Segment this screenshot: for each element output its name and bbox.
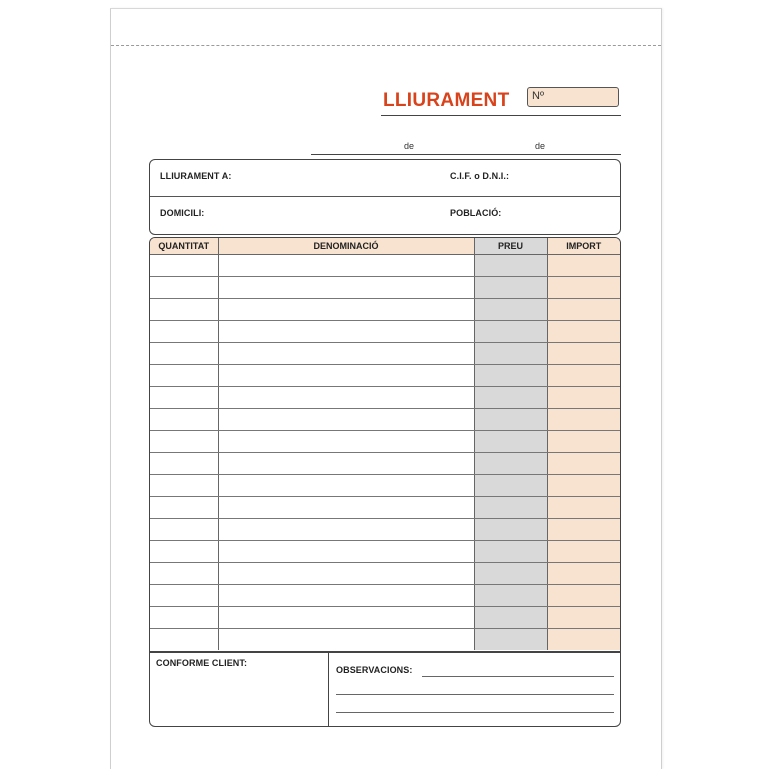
table-row — [150, 541, 620, 563]
description-cell[interactable] — [218, 519, 474, 541]
date-connector-1: de — [404, 141, 415, 151]
amount-cell[interactable] — [547, 497, 620, 519]
amount-cell[interactable] — [547, 365, 620, 387]
price-cell[interactable] — [474, 277, 547, 299]
price-cell[interactable] — [474, 343, 547, 365]
table-row — [150, 453, 620, 475]
amount-cell[interactable] — [547, 585, 620, 607]
description-cell[interactable] — [218, 277, 474, 299]
price-cell[interactable] — [474, 299, 547, 321]
description-cell[interactable] — [218, 321, 474, 343]
description-cell[interactable] — [218, 607, 474, 629]
description-cell[interactable] — [218, 299, 474, 321]
quantity-cell[interactable] — [150, 431, 218, 453]
quantity-cell[interactable] — [150, 497, 218, 519]
document-title: LLIURAMENT — [383, 90, 510, 111]
table-row — [150, 607, 620, 629]
quantity-cell[interactable] — [150, 475, 218, 497]
quantity-cell[interactable] — [150, 299, 218, 321]
amount-cell[interactable] — [547, 321, 620, 343]
quantity-cell[interactable] — [150, 409, 218, 431]
table-row — [150, 387, 620, 409]
city-label: POBLACIÓ: — [450, 208, 502, 218]
amount-cell[interactable] — [547, 343, 620, 365]
delivery-note-sheet — [110, 8, 662, 769]
delivered-to-label: LLIURAMENT A: — [160, 171, 232, 181]
amount-cell[interactable] — [547, 277, 620, 299]
quantity-cell[interactable] — [150, 255, 218, 277]
table-row — [150, 409, 620, 431]
description-cell[interactable] — [218, 629, 474, 651]
price-cell[interactable] — [474, 629, 547, 651]
title-underline — [381, 115, 621, 116]
footer-divider — [328, 653, 329, 726]
header-amount: IMPORT — [547, 238, 620, 255]
quantity-cell[interactable] — [150, 321, 218, 343]
amount-cell[interactable] — [547, 409, 620, 431]
price-cell[interactable] — [474, 563, 547, 585]
amount-cell[interactable] — [547, 607, 620, 629]
price-cell[interactable] — [474, 321, 547, 343]
description-cell[interactable] — [218, 497, 474, 519]
table-row — [150, 277, 620, 299]
client-info-box — [149, 159, 621, 235]
items-table-header — [150, 238, 620, 255]
description-cell[interactable] — [218, 255, 474, 277]
table-row — [150, 585, 620, 607]
address-label: DOMICILI: — [160, 208, 205, 218]
quantity-cell[interactable] — [150, 563, 218, 585]
amount-cell[interactable] — [547, 629, 620, 651]
quantity-cell[interactable] — [150, 365, 218, 387]
quantity-cell[interactable] — [150, 277, 218, 299]
table-row — [150, 365, 620, 387]
price-cell[interactable] — [474, 475, 547, 497]
table-row — [150, 629, 620, 651]
price-cell[interactable] — [474, 497, 547, 519]
client-box-divider — [150, 196, 620, 197]
description-cell[interactable] — [218, 387, 474, 409]
table-row — [150, 497, 620, 519]
quantity-cell[interactable] — [150, 453, 218, 475]
price-cell[interactable] — [474, 431, 547, 453]
amount-cell[interactable] — [547, 563, 620, 585]
quantity-cell[interactable] — [150, 541, 218, 563]
client-conform-label: CONFORME CLIENT: — [156, 658, 248, 668]
description-cell[interactable] — [218, 453, 474, 475]
quantity-cell[interactable] — [150, 585, 218, 607]
price-cell[interactable] — [474, 387, 547, 409]
table-row — [150, 343, 620, 365]
price-cell[interactable] — [474, 585, 547, 607]
table-row — [150, 563, 620, 585]
table-row — [150, 299, 620, 321]
table-row — [150, 255, 620, 277]
price-cell[interactable] — [474, 519, 547, 541]
observations-line-3[interactable] — [336, 712, 614, 713]
observations-line-2[interactable] — [336, 694, 614, 695]
tax-id-label: C.I.F. o D.N.I.: — [450, 171, 510, 181]
footer-box — [149, 652, 621, 727]
quantity-cell[interactable] — [150, 519, 218, 541]
quantity-cell[interactable] — [150, 343, 218, 365]
amount-cell[interactable] — [547, 541, 620, 563]
description-cell[interactable] — [218, 431, 474, 453]
price-cell[interactable] — [474, 607, 547, 629]
header-quantity: QUANTITAT — [150, 238, 218, 255]
amount-cell[interactable] — [547, 387, 620, 409]
header-price: PREU — [474, 238, 547, 255]
header-description: DENOMINACIÓ — [218, 238, 474, 255]
observations-label: OBSERVACIONS: — [336, 665, 413, 675]
table-row — [150, 431, 620, 453]
description-cell[interactable] — [218, 475, 474, 497]
number-label: Nº — [532, 90, 544, 102]
date-field-line[interactable] — [311, 154, 621, 155]
table-row — [150, 475, 620, 497]
perforation-line — [111, 45, 661, 46]
observations-line-1[interactable] — [422, 676, 614, 677]
date-connector-2: de — [535, 141, 546, 151]
table-row — [150, 321, 620, 343]
amount-cell[interactable] — [547, 299, 620, 321]
description-cell[interactable] — [218, 585, 474, 607]
description-cell[interactable] — [218, 365, 474, 387]
description-cell[interactable] — [218, 343, 474, 365]
amount-cell[interactable] — [547, 475, 620, 497]
amount-cell[interactable] — [547, 453, 620, 475]
quantity-cell[interactable] — [150, 387, 218, 409]
amount-cell[interactable] — [547, 431, 620, 453]
price-cell[interactable] — [474, 409, 547, 431]
number-field[interactable] — [527, 87, 619, 107]
amount-cell[interactable] — [547, 519, 620, 541]
price-cell[interactable] — [474, 255, 547, 277]
price-cell[interactable] — [474, 453, 547, 475]
description-cell[interactable] — [218, 409, 474, 431]
quantity-cell[interactable] — [150, 629, 218, 651]
table-row — [150, 519, 620, 541]
description-cell[interactable] — [218, 563, 474, 585]
quantity-cell[interactable] — [150, 607, 218, 629]
description-cell[interactable] — [218, 541, 474, 563]
items-table — [149, 237, 621, 652]
price-cell[interactable] — [474, 541, 547, 563]
price-cell[interactable] — [474, 365, 547, 387]
amount-cell[interactable] — [547, 255, 620, 277]
